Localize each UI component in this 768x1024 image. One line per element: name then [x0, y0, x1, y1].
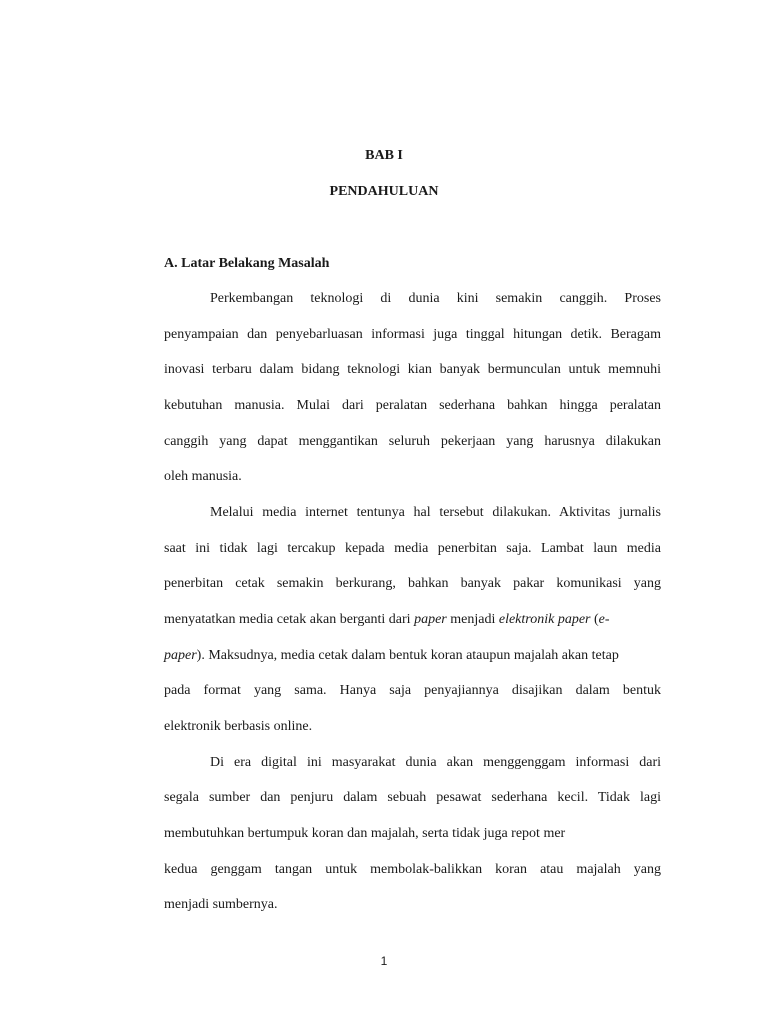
- paragraph-line: pada format yang sama. Hanya saja penyajiannya disajikan dalam bentuk: [164, 683, 661, 698]
- paragraph-line: Melalui media internet tentunya hal tersebut dilakukan. Aktivitas jurnalis: [210, 505, 661, 520]
- text-run: menyatatkan media cetak akan berganti dari: [164, 612, 415, 627]
- text-run: menjadi: [446, 612, 499, 627]
- italic-term: paper: [414, 612, 447, 627]
- paragraph-line: saat ini tidak lagi tercakup kepada media penerbitan saja. Lambat laun media: [164, 541, 661, 556]
- chapter-number: BAB I: [365, 148, 403, 163]
- text-run: (: [590, 612, 599, 627]
- paragraph-line: Di era digital ini masyarakat dunia akan menggenggam informasi dari: [210, 755, 661, 770]
- paragraph-line: penerbitan cetak semakin berkurang, bahkan banyak pakar komunikasi yang: [164, 576, 661, 591]
- chapter-title: PENDAHULUAN: [329, 184, 439, 199]
- text-run: ). Maksudnya, media cetak dalam bentuk koran ataupun majalah akan tetap: [196, 648, 619, 663]
- italic-term: paper: [164, 648, 197, 663]
- italic-term: elektronik paper: [498, 612, 591, 627]
- paragraph-line: Perkembangan teknologi di dunia kini semakin canggih. Proses: [210, 291, 661, 306]
- paragraph-line: oleh manusia.: [164, 469, 242, 484]
- paragraph-line: penyampaian dan penyebarluasan informasi juga tinggal hitungan detik. Beragam: [164, 327, 661, 342]
- paragraph-line: elektronik berbasis online.: [164, 719, 313, 734]
- paragraph-line: kebutuhan manusia. Mulai dari peralatan sederhana bahkan hingga peralatan: [164, 398, 661, 413]
- paragraph-line: menjadi sumbernya.: [164, 897, 278, 912]
- paragraph-line: segala sumber dan penjuru dalam sebuah pesawat sederhana kecil. Tidak lagi: [164, 790, 661, 805]
- paragraph-line: membutuhkan bertumpuk koran dan majalah, serta tidak juga repot mer: [164, 826, 566, 841]
- page-number: 1: [380, 954, 388, 968]
- paragraph-line: kedua genggam tangan untuk membolak-balikkan koran atau majalah yang: [164, 862, 661, 877]
- italic-term: e-: [598, 612, 610, 627]
- paragraph-line-mixed: [164, 648, 661, 664]
- paragraph-line: inovasi terbaru dalam bidang teknologi kian banyak bermunculan untuk memnuhi: [164, 362, 661, 377]
- paragraph-line-mixed: [164, 612, 661, 628]
- section-heading: A. Latar Belakang Masalah: [164, 256, 330, 271]
- paragraph-line: canggih yang dapat menggantikan seluruh pekerjaan yang harusnya dilakukan: [164, 434, 661, 449]
